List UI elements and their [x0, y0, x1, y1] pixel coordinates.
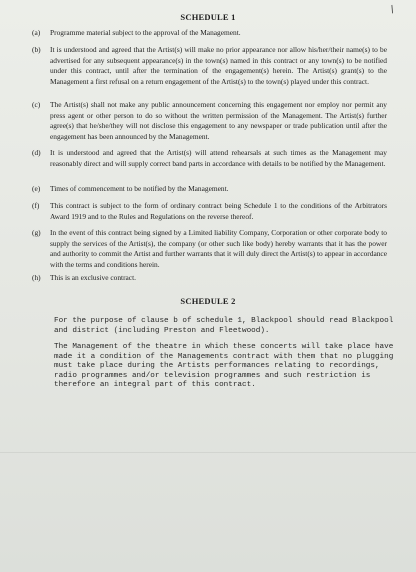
- clause-label: (a): [32, 28, 41, 37]
- schedule-2-paragraph-2: The Management of the theatre in which these concerts will take place have made it a condition of the Managements contract with them that no plugging must take place during the Artists performances relating to recordings, radio programmes and/or television programmes and such restriction is therefore an integral part of this contract.: [54, 343, 394, 390]
- clause-label: (c): [32, 100, 41, 109]
- schedule-1-heading: SCHEDULE 1: [180, 12, 236, 22]
- schedule-2-heading: SCHEDULE 2: [180, 296, 236, 306]
- clause-label: (d): [32, 148, 41, 157]
- clause-text: It is understood and agreed that the Artist(s) will attend rehearsals at such times as the Management may reasonably direct and will supply correct band parts in accordance with details to be notified by the Management.: [50, 148, 387, 168]
- clause-text: In the event of this contract being signed by a Limited liability Company, Corporation or other corporate body to supply the services of the Artist(s), the company (or other such like body) hereby warrants that it has the power and authority to commit the Artist and further warrants that it will duly direct the Artist(s) to appear in accordance with the terms and conditions herein.: [50, 228, 387, 269]
- clause-label: (e): [32, 184, 41, 193]
- clause-text: Times of commencement to be notified by the Management.: [50, 184, 229, 193]
- clause-label: (g): [32, 228, 41, 237]
- clause-text: The Artist(s) shall not make any public announcement concerning this engagement nor employ nor permit any press agent or other person to do so without the written permission of the Management. The Artist(s) further agree(s) that he/she/they will not disclose this engagement to any newspaper or trade publication until after the engagement has been announced by the Management.: [50, 100, 387, 141]
- clause-label: (h): [32, 273, 41, 282]
- clause-text: It is understood and agreed that the Artist(s) will make no prior appearance nor allow his/her/their name(s) to be advertised for any subsequent appearance(s) in the town(s) named in this contract or any town(s) to be notified under this contract, until after the termination of the engagement(s) herein. The Artist(s) grant(s) to the Management a first refusal on a return engagement of the Artist(s) to the town(s) played under this contract.: [50, 45, 387, 86]
- clause-label: (f): [32, 201, 40, 210]
- clause-label: (b): [32, 45, 41, 54]
- clause-text: This contract is subject to the form of ordinary contract being Schedule 1 to the conditions of the Arbitrators Award 1919 and to the Rules and Regulations on the reverse thereof.: [50, 201, 387, 221]
- schedule-2-paragraph-1: For the purpose of clause b of schedule 1, Blackpool should read Blackpool and district (including Preston and Fleetwood).: [54, 317, 394, 335]
- paper-fold-line: [0, 452, 416, 453]
- clause-text: This is an exclusive contract.: [50, 273, 136, 282]
- clause-text: Programme material subject to the approval of the Management.: [50, 28, 241, 37]
- corner-pen-mark: /: [388, 3, 396, 17]
